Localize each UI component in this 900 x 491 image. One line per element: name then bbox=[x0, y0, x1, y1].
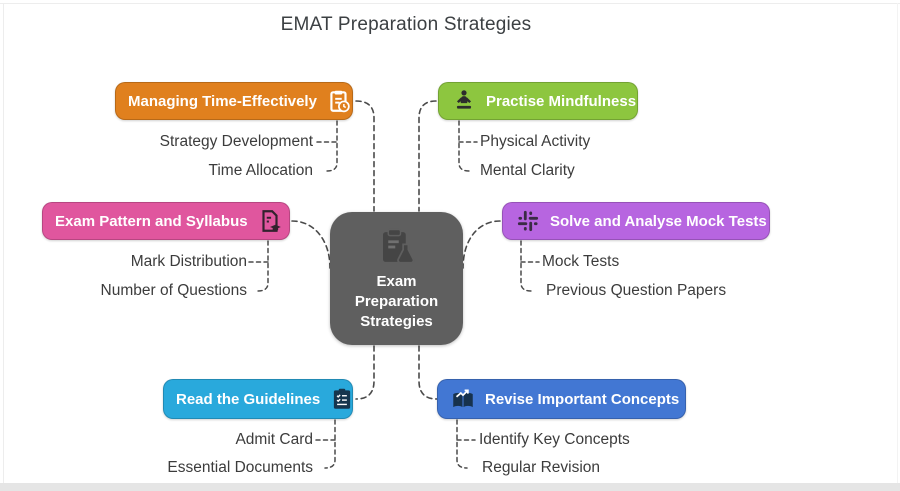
connector-pattern-children bbox=[258, 241, 268, 291]
branch-label: Read the Guidelines bbox=[176, 390, 321, 408]
sub-item-time-allocation[interactable]: Time Allocation bbox=[208, 162, 313, 179]
frame-bottom-strip bbox=[0, 483, 900, 491]
connector-guides-center bbox=[356, 346, 374, 399]
center-label-line1: Exam bbox=[376, 272, 417, 290]
branch-label: Managing Time-Effectively bbox=[128, 92, 317, 110]
sub-item-identify-key-concepts[interactable]: Identify Key Concepts bbox=[479, 431, 630, 448]
connector-mock-children bbox=[521, 241, 531, 291]
sub-item-strategy-development[interactable]: Strategy Development bbox=[159, 133, 313, 150]
connector-mock-center bbox=[463, 221, 500, 268]
branch-node-read-guidelines[interactable] bbox=[163, 379, 353, 419]
connector-time-children bbox=[327, 121, 337, 171]
branch-label: Solve and Analyse Mock Tests bbox=[550, 212, 767, 230]
sub-item-number-of-questions[interactable]: Number of Questions bbox=[100, 282, 247, 299]
sub-item-mock-tests[interactable]: Mock Tests bbox=[542, 253, 620, 270]
sub-item-essential-documents[interactable]: Essential Documents bbox=[167, 459, 313, 476]
frame-line-left bbox=[3, 3, 4, 483]
branch-label: Revise Important Concepts bbox=[485, 390, 680, 408]
sub-item-physical-activity[interactable]: Physical Activity bbox=[480, 133, 591, 150]
frame-line-top bbox=[0, 3, 900, 4]
connector-mind-children bbox=[459, 121, 469, 171]
book-arrow-icon bbox=[450, 386, 476, 412]
branch-node-practise-mindfulness[interactable] bbox=[438, 82, 638, 120]
connector-revise-center bbox=[419, 346, 437, 399]
sub-item-regular-revision[interactable]: Regular Revision bbox=[482, 459, 601, 476]
pinwheel-icon bbox=[515, 208, 541, 234]
branch-node-solve-analyse-mock-tests[interactable] bbox=[502, 202, 770, 240]
center-node-exam-preparation-strategies[interactable] bbox=[330, 212, 463, 345]
clipboard-clock-icon bbox=[326, 88, 352, 114]
branch-label: Practise Mindfulness bbox=[486, 92, 637, 110]
checklist-icon bbox=[329, 386, 355, 412]
connector-mind-center bbox=[419, 101, 436, 211]
sub-item-mental-clarity[interactable]: Mental Clarity bbox=[480, 162, 575, 179]
branch-node-managing-time[interactable] bbox=[115, 82, 353, 120]
sub-item-previous-question-papers[interactable]: Previous Question Papers bbox=[546, 282, 727, 299]
document-graduation-icon bbox=[257, 208, 283, 234]
connector-guides-children bbox=[325, 420, 335, 468]
sub-item-mark-distribution[interactable]: Mark Distribution bbox=[130, 253, 247, 270]
branch-node-exam-pattern-syllabus[interactable] bbox=[42, 202, 290, 240]
center-label-line3: Strategies bbox=[360, 312, 433, 330]
page-title: EMAT Preparation Strategies bbox=[280, 14, 532, 35]
center-label-line2: Preparation bbox=[354, 292, 439, 310]
branch-label: Exam Pattern and Syllabus bbox=[55, 212, 248, 230]
clipboard-flask-icon bbox=[376, 226, 418, 268]
frame-line-right bbox=[897, 3, 898, 483]
sub-item-admit-card[interactable]: Admit Card bbox=[235, 431, 313, 448]
branch-node-revise-important-concepts[interactable] bbox=[437, 379, 686, 419]
connector-revise-children bbox=[457, 420, 467, 468]
connector-time-center bbox=[356, 101, 374, 211]
meditation-icon bbox=[451, 88, 477, 114]
connector-pattern-center bbox=[292, 221, 330, 268]
